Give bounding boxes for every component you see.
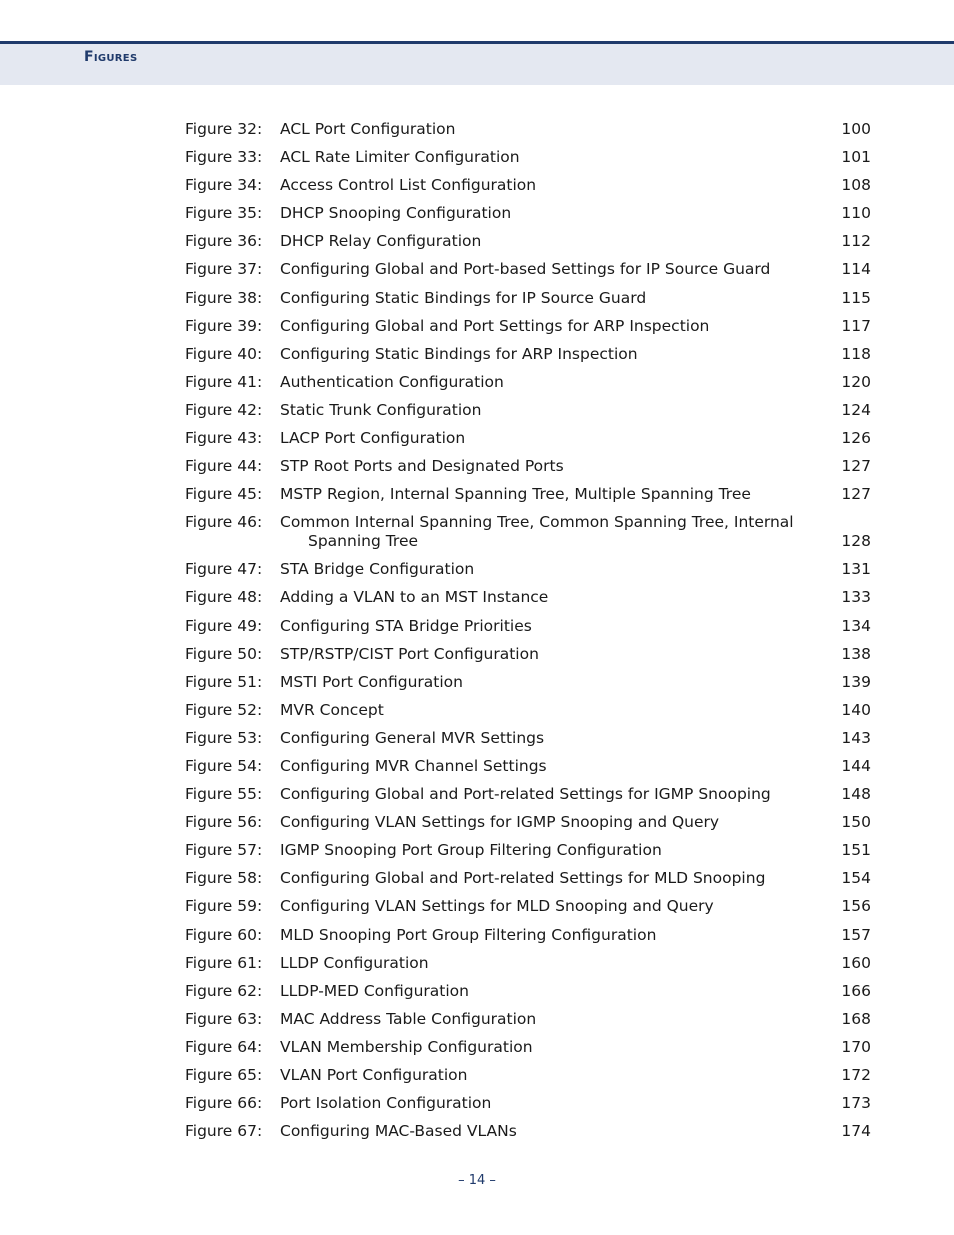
toc-entry[interactable] bbox=[185, 513, 871, 560]
figure-number: Figure 34: bbox=[185, 176, 263, 195]
toc-entry[interactable] bbox=[185, 729, 871, 757]
figure-title-text: Configuring MVR Channel Settings bbox=[280, 756, 547, 775]
toc-entry[interactable] bbox=[185, 757, 871, 785]
figure-number: Figure 57: bbox=[185, 841, 263, 860]
figure-title-text: Access Control List Configuration bbox=[280, 176, 537, 195]
figure-title-text: Configuring MAC-Based VLANs bbox=[280, 1122, 517, 1141]
figure-title bbox=[280, 757, 820, 776]
figure-title bbox=[280, 673, 820, 692]
figure-title-text: MLD Snooping Port Group Filtering Configuration bbox=[280, 925, 657, 944]
figure-number: Figure 52: bbox=[185, 700, 263, 719]
figure-title-text: LACP Port Configuration bbox=[280, 429, 466, 448]
toc-entry[interactable] bbox=[185, 841, 871, 869]
toc-entry[interactable] bbox=[185, 1066, 871, 1094]
page-reference: 128 bbox=[841, 532, 871, 551]
figure-number: Figure 65: bbox=[185, 1066, 263, 1084]
toc-entry[interactable] bbox=[185, 869, 871, 897]
toc-entry[interactable] bbox=[185, 588, 871, 616]
page-reference: 151 bbox=[841, 841, 871, 860]
figure-number: Figure 61: bbox=[185, 953, 263, 972]
figure-number: Figure 49: bbox=[185, 616, 263, 635]
page-reference: 156 bbox=[841, 897, 871, 916]
figure-number: Figure 41: bbox=[185, 372, 263, 391]
page-reference: 154 bbox=[841, 869, 871, 888]
toc-entry[interactable] bbox=[185, 785, 871, 813]
figure-title bbox=[280, 148, 820, 167]
figure-title-text: ACL Port Configuration bbox=[280, 120, 456, 138]
figure-number: Figure 36: bbox=[185, 232, 263, 251]
toc-entry[interactable] bbox=[185, 617, 871, 645]
figure-title-text: Configuring Global and Port-related Settings for IGMP Snooping bbox=[280, 785, 771, 804]
toc-entry[interactable] bbox=[185, 897, 871, 925]
figure-number: Figure 33: bbox=[185, 148, 263, 167]
figure-title-text: Configuring STA Bridge Priorities bbox=[280, 616, 532, 635]
toc-entry[interactable] bbox=[185, 429, 871, 457]
figure-title bbox=[280, 1094, 820, 1113]
page-reference: 143 bbox=[841, 728, 871, 747]
page-reference: 168 bbox=[841, 1009, 871, 1028]
figure-number: Figure 32: bbox=[185, 120, 263, 138]
figure-title bbox=[280, 345, 820, 364]
toc-entry[interactable] bbox=[185, 813, 871, 841]
figure-title-text: STP Root Ports and Designated Ports bbox=[280, 457, 564, 476]
running-header bbox=[0, 41, 954, 85]
toc-entry[interactable] bbox=[185, 701, 871, 729]
page-reference: 148 bbox=[841, 785, 871, 804]
figure-title bbox=[280, 926, 820, 945]
figure-number: Figure 51: bbox=[185, 672, 263, 691]
page-reference: 118 bbox=[841, 344, 871, 363]
page-reference: 126 bbox=[841, 429, 871, 448]
figure-title-text: STP/RSTP/CIST Port Configuration bbox=[280, 644, 539, 663]
page-reference: 127 bbox=[841, 457, 871, 476]
figure-title-text: VLAN Membership Configuration bbox=[280, 1037, 533, 1056]
page-reference: 134 bbox=[841, 616, 871, 635]
toc-entry[interactable] bbox=[185, 485, 871, 513]
figure-title bbox=[280, 457, 820, 476]
page-reference: 174 bbox=[841, 1122, 871, 1141]
figure-title-text: MSTI Port Configuration bbox=[280, 672, 463, 691]
page-reference: 112 bbox=[841, 232, 871, 251]
figure-title bbox=[280, 429, 820, 448]
figure-number: Figure 45: bbox=[185, 485, 263, 504]
page-reference: 166 bbox=[841, 981, 871, 1000]
figure-title bbox=[280, 869, 820, 888]
figure-title-text: LLDP Configuration bbox=[280, 953, 429, 972]
figure-title bbox=[280, 289, 820, 308]
figure-title-text: IGMP Snooping Port Group Filtering Configuration bbox=[280, 841, 662, 860]
figure-title bbox=[280, 785, 820, 804]
figure-title-text: Common Internal Spanning Tree, Common Spanning Tree, Internal bbox=[280, 513, 794, 532]
toc-entry[interactable] bbox=[185, 673, 871, 701]
page-number: – 14 – bbox=[458, 1173, 496, 1188]
figure-title-text: LLDP-MED Configuration bbox=[280, 981, 469, 1000]
page-reference: 117 bbox=[841, 316, 871, 335]
figure-title bbox=[280, 560, 820, 579]
toc-entry[interactable] bbox=[185, 317, 871, 345]
figure-title-text: Configuring General MVR Settings bbox=[280, 728, 545, 747]
figure-title-text: MVR Concept bbox=[280, 700, 384, 719]
figure-title-text: MSTP Region, Internal Spanning Tree, Multiple Spanning Tree bbox=[280, 485, 751, 504]
toc-entry[interactable] bbox=[185, 120, 871, 148]
figure-title bbox=[280, 1010, 820, 1029]
figure-number: Figure 38: bbox=[185, 288, 263, 307]
page-reference: 150 bbox=[841, 813, 871, 832]
page-reference: 100 bbox=[841, 120, 871, 138]
figure-title-text: Configuring Global and Port-related Settings for MLD Snooping bbox=[280, 869, 766, 888]
figure-title-text: Configuring Static Bindings for ARP Inspection bbox=[280, 344, 638, 363]
toc-entry[interactable] bbox=[185, 176, 871, 204]
figure-title-text: DHCP Snooping Configuration bbox=[280, 204, 512, 223]
toc-entry[interactable] bbox=[185, 560, 871, 588]
figure-number: Figure 50: bbox=[185, 644, 263, 663]
page-reference: 139 bbox=[841, 672, 871, 691]
figure-title-text: DHCP Relay Configuration bbox=[280, 232, 482, 251]
figure-title bbox=[280, 813, 820, 832]
page-reference: 115 bbox=[841, 288, 871, 307]
figure-title bbox=[280, 897, 820, 916]
toc-entry[interactable] bbox=[185, 645, 871, 673]
figure-title bbox=[280, 513, 820, 551]
figure-title-text: Configuring VLAN Settings for MLD Snooping and Query bbox=[280, 897, 714, 916]
figure-number: Figure 40: bbox=[185, 344, 263, 363]
toc-entry[interactable] bbox=[185, 148, 871, 176]
toc-entry[interactable] bbox=[185, 457, 871, 485]
figure-number: Figure 66: bbox=[185, 1094, 263, 1113]
figure-number: Figure 43: bbox=[185, 429, 263, 448]
toc-entry[interactable] bbox=[185, 373, 871, 401]
figure-title bbox=[280, 982, 820, 1001]
page-reference: 131 bbox=[841, 560, 871, 579]
page-reference: 110 bbox=[841, 204, 871, 223]
figure-number: Figure 60: bbox=[185, 925, 263, 944]
figure-number: Figure 53: bbox=[185, 728, 263, 747]
figure-number: Figure 39: bbox=[185, 316, 263, 335]
figure-title bbox=[280, 729, 820, 748]
page-reference: 160 bbox=[841, 953, 871, 972]
page-reference: 127 bbox=[841, 485, 871, 504]
figure-title bbox=[280, 954, 820, 973]
figure-title bbox=[280, 1038, 820, 1057]
page-reference: 157 bbox=[841, 925, 871, 944]
figure-title bbox=[280, 645, 820, 664]
toc-entry[interactable] bbox=[185, 1038, 871, 1066]
figure-number: Figure 56: bbox=[185, 813, 263, 832]
figure-number: Figure 47: bbox=[185, 560, 263, 579]
page-reference: 133 bbox=[841, 588, 871, 607]
figure-title bbox=[280, 617, 820, 636]
toc-entry[interactable] bbox=[185, 204, 871, 232]
figure-title bbox=[280, 1122, 820, 1141]
figure-title bbox=[280, 401, 820, 420]
figure-number: Figure 64: bbox=[185, 1037, 263, 1056]
toc-entry[interactable] bbox=[185, 1122, 871, 1150]
figure-title bbox=[280, 588, 820, 607]
page-reference: 144 bbox=[841, 756, 871, 775]
toc-entry[interactable] bbox=[185, 232, 871, 260]
figure-number: Figure 67: bbox=[185, 1122, 263, 1141]
section-title: Figures bbox=[84, 49, 138, 65]
figure-title-text: Configuring VLAN Settings for IGMP Snooping and Query bbox=[280, 813, 720, 832]
page-reference: 108 bbox=[841, 176, 871, 195]
figure-title-text: Configuring Global and Port-based Settings for IP Source Guard bbox=[280, 260, 771, 279]
figure-number: Figure 59: bbox=[185, 897, 263, 916]
figure-title bbox=[280, 120, 820, 139]
figure-title-text: Static Trunk Configuration bbox=[280, 400, 482, 419]
toc-entry[interactable] bbox=[185, 260, 871, 288]
figure-title-text: ACL Rate Limiter Configuration bbox=[280, 148, 520, 167]
figure-number: Figure 42: bbox=[185, 400, 263, 419]
figure-title-text: VLAN Port Configuration bbox=[280, 1066, 468, 1084]
toc-entry[interactable] bbox=[185, 954, 871, 982]
figure-title-text: Configuring Static Bindings for IP Source Guard bbox=[280, 288, 647, 307]
page-reference: 138 bbox=[841, 644, 871, 663]
figure-number: Figure 55: bbox=[185, 785, 263, 804]
figure-number: Figure 44: bbox=[185, 457, 263, 476]
figure-number: Figure 62: bbox=[185, 981, 263, 1000]
page-reference: 140 bbox=[841, 700, 871, 719]
figure-title bbox=[280, 485, 820, 504]
figure-title bbox=[280, 260, 820, 279]
figure-title-text: Configuring Global and Port Settings for ARP Inspection bbox=[280, 316, 710, 335]
figure-title-text: Adding a VLAN to an MST Instance bbox=[280, 588, 549, 607]
page-reference: 173 bbox=[841, 1094, 871, 1113]
figure-title bbox=[280, 373, 820, 392]
figure-title bbox=[280, 232, 820, 251]
figure-title-continuation: Spanning Tree bbox=[308, 532, 419, 551]
figure-number: Figure 58: bbox=[185, 869, 263, 888]
figure-title-text: Port Isolation Configuration bbox=[280, 1094, 492, 1113]
toc-entry[interactable] bbox=[185, 982, 871, 1010]
toc-entry[interactable] bbox=[185, 401, 871, 429]
figure-title bbox=[280, 841, 820, 860]
page-reference: 170 bbox=[841, 1037, 871, 1056]
figure-number: Figure 35: bbox=[185, 204, 263, 223]
page-reference: 172 bbox=[841, 1066, 871, 1084]
figure-title-text: MAC Address Table Configuration bbox=[280, 1009, 537, 1028]
figure-title bbox=[280, 317, 820, 336]
toc-entry[interactable] bbox=[185, 926, 871, 954]
figure-number: Figure 54: bbox=[185, 756, 263, 775]
toc-entry[interactable] bbox=[185, 1010, 871, 1038]
figure-number: Figure 48: bbox=[185, 588, 263, 607]
page-reference: 120 bbox=[841, 372, 871, 391]
toc-entry[interactable] bbox=[185, 289, 871, 317]
toc-entry[interactable] bbox=[185, 1094, 871, 1122]
figure-title bbox=[280, 176, 820, 195]
page-reference: 114 bbox=[841, 260, 871, 279]
figure-title bbox=[280, 1066, 820, 1085]
page-reference: 101 bbox=[841, 148, 871, 167]
toc-entry[interactable] bbox=[185, 345, 871, 373]
figure-title-text: Authentication Configuration bbox=[280, 372, 504, 391]
figure-number: Figure 63: bbox=[185, 1009, 263, 1028]
figure-title-text: STA Bridge Configuration bbox=[280, 560, 475, 579]
figure-number: Figure 46: bbox=[185, 513, 263, 532]
figure-number: Figure 37: bbox=[185, 260, 263, 279]
figure-title bbox=[280, 204, 820, 223]
list-of-figures bbox=[185, 120, 871, 1150]
figure-title bbox=[280, 701, 820, 720]
page-reference: 124 bbox=[841, 400, 871, 419]
